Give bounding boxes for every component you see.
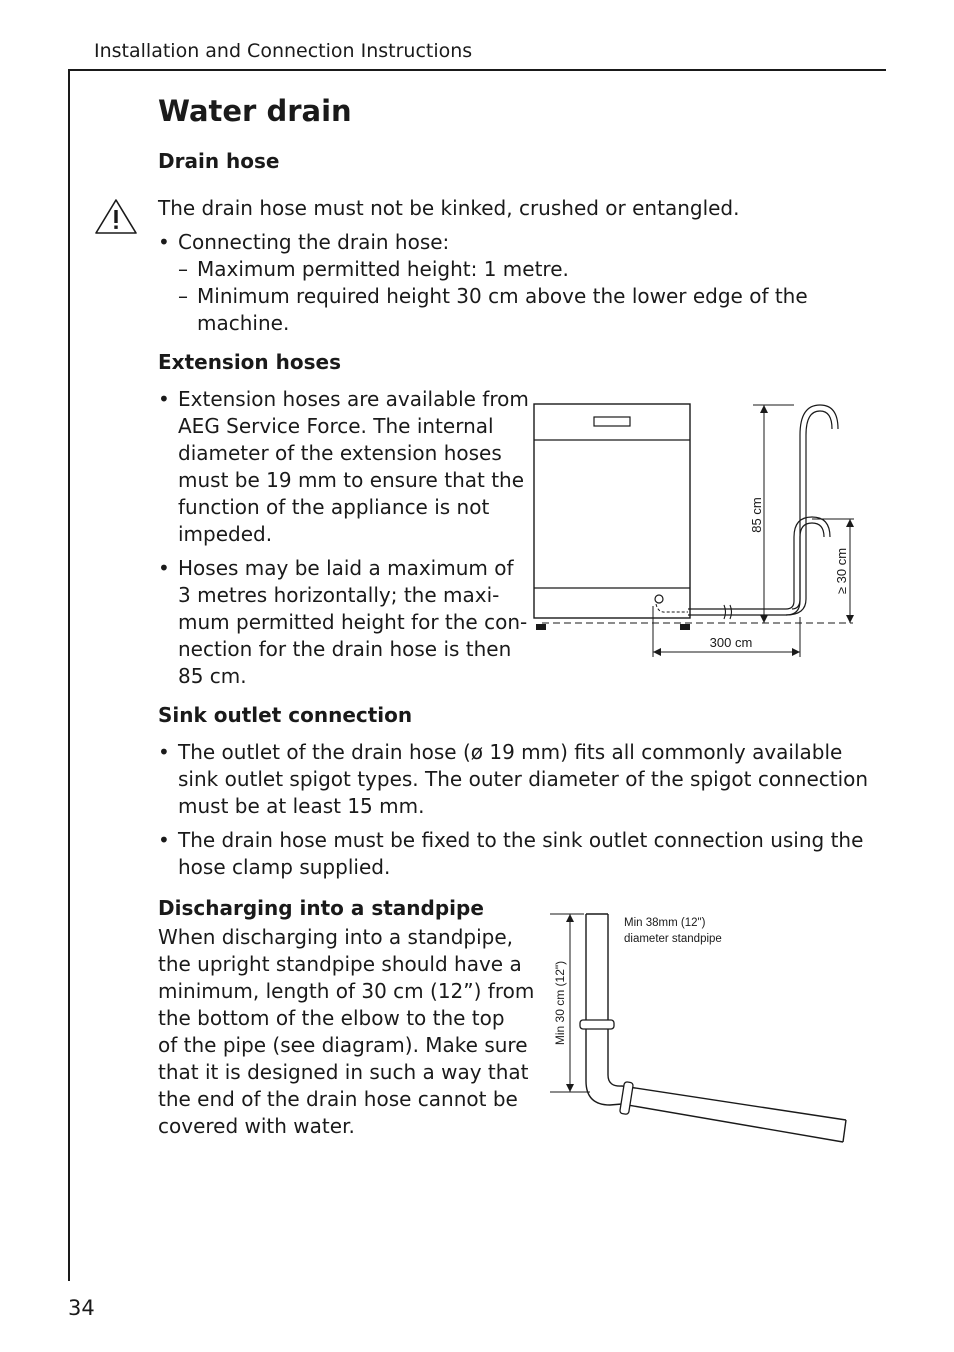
bullet-line: The drain hose must be fixed to the sink outlet connection using the [178,828,864,852]
list-item: • Extension hoses are available from AEG Service Force. The internal diameter of the extension hoses must be 19 mm to ensure that the function of the appliance is not impeded. [158,387,529,546]
page-title: Water drain [158,94,352,128]
drain-hose-warning: The drain hose must not be kinked, crushed or entangled. [158,196,740,220]
bullet-text: Connecting the drain hose: [178,230,450,254]
length-300-label: 300 cm [709,635,753,650]
list-item: • The drain hose must be fixed to the sink outlet connection using the hose clamp supplied. [158,828,864,879]
list-item: • Hoses may be laid a maximum of 3 metres horizontally; the maxi- mum permitted height for the con- nection for the drain hose is then 85 cm. [158,556,528,688]
bullet-line: 3 metres horizontally; the maxi- [178,583,500,607]
list-item: – Maximum permitted height: 1 metre. [178,257,569,281]
hose-clamp [580,1020,614,1029]
bullet-line: Hoses may be laid a maximum of [178,556,514,580]
warning-triangle-icon [94,198,138,236]
height-30-label: ≥ 30 cm [834,547,849,595]
bullet-line: diameter of the extension hoses [178,441,502,465]
dash-text: Maximum permitted height: 1 metre. [197,257,569,281]
dash-text: machine. [197,311,290,335]
extension-hoses-heading: Extension hoses [158,350,341,374]
standpipe-paragraph: When discharging into a standpipe, the upright standpipe should have a minimum, length of 30 cm (12”) from the bottom of the elbow to the top of the pipe (see diagram). Make sure that it is designed in such a way that the end of the drain hose cannot be covered with water. [158,925,535,1138]
drain-hose-height-diagram [528,395,858,665]
sink-outlet-heading: Sink outlet connection [158,703,413,727]
control-panel [594,417,630,426]
foot [680,624,690,630]
standpipe [586,914,622,1105]
drain-hose-heading: Drain hose [158,149,280,173]
header-divider [68,69,886,71]
running-header: Installation and Connection Instructions [94,40,473,62]
high-hose-outlet [792,405,838,609]
page-number: 34 [68,1296,95,1320]
height-85-label: 85 cm [749,497,764,533]
margin-rule [68,69,70,1281]
dash-text: Minimum required height 30 cm above the lower edge of the [197,284,808,308]
bullet-line: 85 cm. [178,664,247,688]
bullet-line: mum permitted height for the con- [178,610,528,634]
bullet-line: hose clamp supplied. [178,855,391,879]
bullet-line: impeded. [178,522,273,546]
bullet-line: Extension hoses are available from [178,387,529,411]
standpipe-diagram [546,905,856,1155]
bullet-line: must be at least 15 mm. [178,794,425,818]
standpipe-diameter-label: diameter standpipe [624,933,722,945]
dishwasher-body [534,404,690,618]
list-item: – Minimum required height 30 cm above the lower edge of the machine. [178,284,808,335]
bullet-line: function of the appliance is not [178,495,490,519]
bullet-line: AEG Service Force. The internal [178,414,494,438]
bullet-line: must be 19 mm to ensure that the [178,468,525,492]
list-item: • The outlet of the drain hose (ø 19 mm) fits all commonly available sink outlet spigot types. The outer diameter of the spigot connection must be at least 15 mm. [158,740,869,818]
standpipe-height-label: Min 30 cm (12") [553,960,567,1046]
foot [536,624,546,630]
list-item: • Connecting the drain hose: [158,230,450,254]
standpipe-diameter-label: Min 38mm (12") [624,917,706,929]
bullet-line: nection for the drain hose is then [178,637,512,661]
bullet-line: The outlet of the drain hose (ø 19 mm) fits all commonly available [178,740,843,764]
standpipe-heading: Discharging into a standpipe [158,896,484,920]
bullet-line: sink outlet spigot types. The outer diameter of the spigot connection [178,767,869,791]
